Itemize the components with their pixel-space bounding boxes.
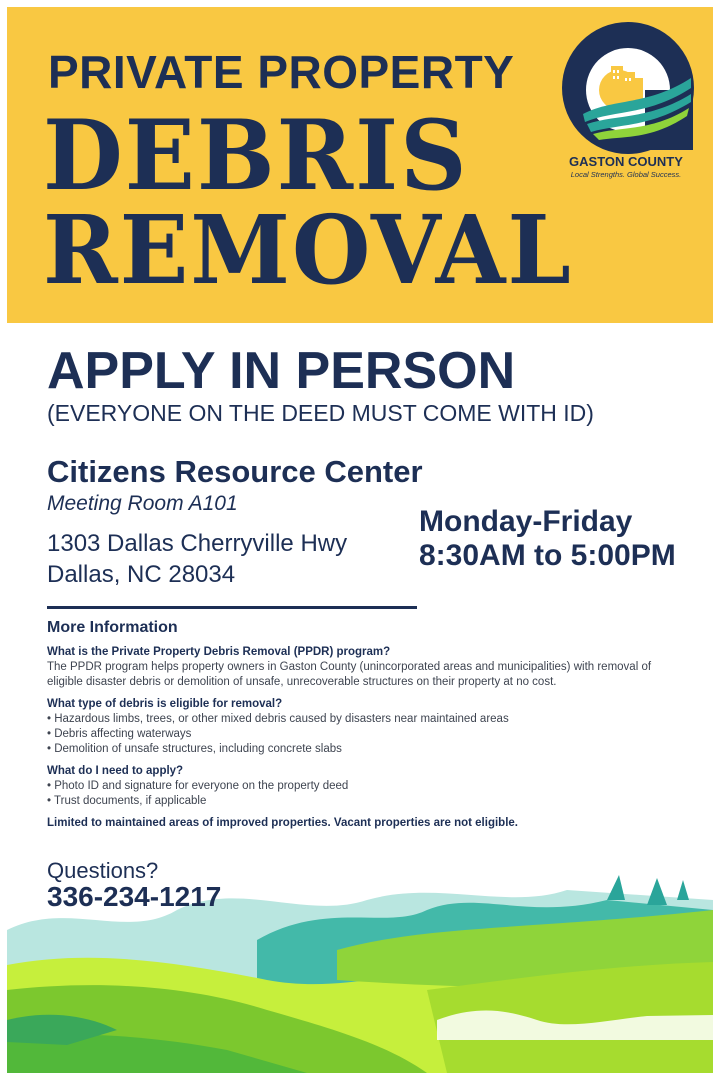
question-2: What type of debris is eligible for removal? bbox=[47, 698, 283, 710]
title-removal: REMOVAL bbox=[43, 194, 573, 306]
answer-2-item: • Hazardous limbs, trees, or other mixed debris caused by disasters near maintained areas bbox=[47, 713, 509, 725]
answer-2-item: • Demolition of unsafe structures, including concrete slabs bbox=[47, 743, 342, 755]
hours-time: 8:30AM to 5:00PM bbox=[419, 539, 676, 572]
address-line1: 1303 Dallas Cherryville Hwy bbox=[47, 530, 348, 557]
address-line2: Dallas, NC 28034 bbox=[47, 561, 236, 588]
location-room: Meeting Room A101 bbox=[47, 492, 238, 515]
info-title: More Information bbox=[47, 619, 178, 636]
hours-days: Monday-Friday bbox=[419, 505, 633, 538]
answer-3-item: • Trust documents, if applicable bbox=[47, 795, 207, 807]
answer-3-item: • Photo ID and signature for everyone on the property deed bbox=[47, 780, 349, 792]
answer-1: The PPDR program helps property owners in Gaston County (unincorporated areas and municipalities) with removal of eligible disaster debris or demolition of unsafe, unrecoverable structures on their property at no cost. bbox=[47, 661, 652, 688]
phone-number[interactable]: 336-234-1217 bbox=[47, 881, 222, 912]
logo-name: GASTON COUNTY bbox=[569, 154, 683, 169]
title-debris: DEBRIS bbox=[43, 98, 469, 212]
logo-tagline: Local Strengths. Global Success. bbox=[570, 170, 682, 179]
more-information bbox=[47, 620, 687, 831]
eligibility-note: Limited to maintained areas of improved properties. Vacant properties are not eligible. bbox=[47, 817, 518, 829]
apply-heading: APPLY IN PERSON bbox=[47, 342, 516, 400]
location-name: Citizens Resource Center bbox=[47, 454, 423, 489]
questions-label: Questions? bbox=[47, 858, 159, 883]
question-3: What do I need to apply? bbox=[47, 765, 184, 777]
apply-subheading: (EVERYONE ON THE DEED MUST COME WITH ID) bbox=[47, 400, 594, 426]
question-1: What is the Private Property Debris Removal (PPDR) program? bbox=[47, 646, 391, 658]
pre-title: PRIVATE PROPERTY bbox=[48, 46, 515, 98]
answer-2-item: • Debris affecting waterways bbox=[47, 728, 192, 740]
divider bbox=[47, 606, 417, 609]
